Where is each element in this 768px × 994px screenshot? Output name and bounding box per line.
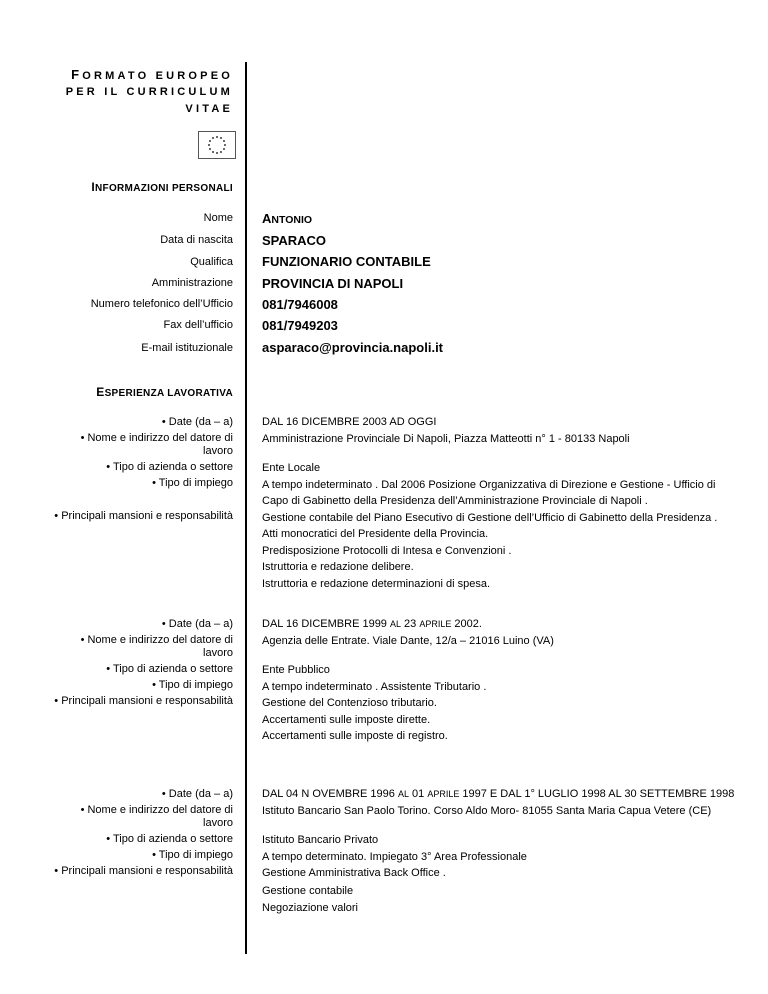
job1-label-employer: • Nome e indirizzo del datore di lavoro xyxy=(80,432,233,457)
job3-duty: Gestione Amministrativa Back Office . xyxy=(262,867,446,879)
job2-label-job: • Tipo di impiego xyxy=(152,679,233,691)
label-name: Nome xyxy=(203,212,233,224)
vertical-divider xyxy=(245,62,247,954)
job2-label-dates: • Date (da – a) xyxy=(161,618,233,630)
job2-employer: Agenzia delle Entrate. Viale Dante, 12/a – 21016 Luino (VA) xyxy=(262,634,554,647)
job1-duty: Gestione contabile del Piano Esecutivo di Gestione dell’Ufficio di Gabinetto della Presidenza . xyxy=(262,511,718,524)
job1-label-sector: • Tipo di azienda o settore xyxy=(106,461,233,473)
value-admin: PROVINCIA DI NAPOLI xyxy=(262,276,404,291)
cv-title-line-1: FORMATO EUROPEO xyxy=(71,67,233,82)
job1-sector: Ente Locale xyxy=(262,462,321,474)
value-fax: 081/7949203 xyxy=(262,318,338,333)
label-birth: Data di nascita xyxy=(160,234,233,246)
job3-label-job: • Tipo di impiego xyxy=(152,849,233,861)
job3-duty: Gestione contabile xyxy=(262,884,354,897)
section-personal-info: INFORMAZIONI PERSONALI xyxy=(91,180,233,194)
eu-flag-icon xyxy=(198,131,236,159)
job1-employer: Amministrazione Provinciale Di Napoli, Piazza Matteotti n° 1 - 80133 Napoli xyxy=(262,432,630,445)
job2-label-employer: • Nome e indirizzo del datore di lavoro xyxy=(80,634,233,659)
value-birth: SPARACO xyxy=(262,233,327,248)
job3-details xyxy=(262,786,735,917)
job2-duty: Accertamenti sulle imposte dirette. xyxy=(262,713,431,726)
job3-label-dates: • Date (da – a) xyxy=(161,788,233,800)
job3-employer: Istituto Bancario San Paolo Torino. Corso Aldo Moro- 81055 Santa Maria Capua Vetere (CE) xyxy=(262,804,712,817)
job1-label-dates: • Date (da – a) xyxy=(161,416,233,428)
label-email: E-mail istituzionale xyxy=(141,342,233,354)
cv-title-line-3: VITAE xyxy=(185,103,233,115)
value-name: ANTONIO xyxy=(262,211,313,226)
label-admin: Amministrazione xyxy=(151,277,233,289)
label-phone: Numero telefonico dell’Ufficio xyxy=(90,298,233,310)
label-role: Qualifica xyxy=(190,256,233,268)
job2-sector: Ente Pubblico xyxy=(262,664,330,676)
job1-details xyxy=(262,414,732,592)
section-work-experience: ESPERIENZA LAVORATIVA xyxy=(96,385,233,399)
job3-label-employer: • Nome e indirizzo del datore di lavoro xyxy=(80,804,233,829)
value-role: FUNZIONARIO CONTABILE xyxy=(262,254,431,269)
job1-label-duties: • Principali mansioni e responsabilità xyxy=(54,510,233,522)
job3-dates: DAL 04 N OVEMBRE 1996 AL 01 APRILE 1997 E DAL 1° LUGLIO 1998 AL 30 SETTEMBRE 1998 xyxy=(262,788,735,800)
job2-job: A tempo indeterminato . Assistente Tributario . xyxy=(262,680,487,693)
job1-job: A tempo indeterminato . Dal 2006 Posizione Organizzativa di Direzione e Gestione - Ufficio di Capo di Gabinetto della Presidenza dell’Amministrazione Provinciale di Napoli . xyxy=(262,478,716,507)
job1-duty: Predisposizione Protocolli di Intesa e Convenzioni . xyxy=(262,544,512,557)
job2-duty: Gestione del Contenzioso tributario. xyxy=(262,697,437,709)
job3-label-duties: • Principali mansioni e responsabilità xyxy=(54,865,233,877)
job3-label-sector: • Tipo di azienda o settore xyxy=(106,833,233,845)
job1-duty: Istruttoria e redazione determinazioni di spesa. xyxy=(262,577,491,590)
label-fax: Fax dell’ufficio xyxy=(163,319,233,331)
job1-dates: DAL 16 DICEMBRE 2003 AD OGGI xyxy=(262,416,437,428)
job1-duty: Atti monocratici del Presidente della Provincia. xyxy=(262,528,489,540)
job2-duty: Accertamenti sulle imposte di registro. xyxy=(262,730,448,742)
job2-details xyxy=(262,616,732,745)
job3-duty: Negoziazione valori xyxy=(262,902,358,914)
job1-label-job: • Tipo di impiego xyxy=(152,477,233,489)
job1-duty: Istruttoria e redazione delibere. xyxy=(262,561,414,573)
cv-title-line-2: PER IL CURRICULUM xyxy=(65,86,233,98)
job2-label-sector: • Tipo di azienda o settore xyxy=(106,663,233,675)
value-email[interactable]: asparaco@provincia.napoli.it xyxy=(262,340,444,355)
job2-dates: DAL 16 DICEMBRE 1999 AL 23 APRILE 2002. xyxy=(262,618,482,630)
job3-job: A tempo determinato. Impiegato 3° Area Professionale xyxy=(262,850,527,863)
job2-label-duties: • Principali mansioni e responsabilità xyxy=(54,695,233,707)
job3-sector: Istituto Bancario Privato xyxy=(262,834,379,846)
value-phone: 081/7946008 xyxy=(262,297,338,312)
